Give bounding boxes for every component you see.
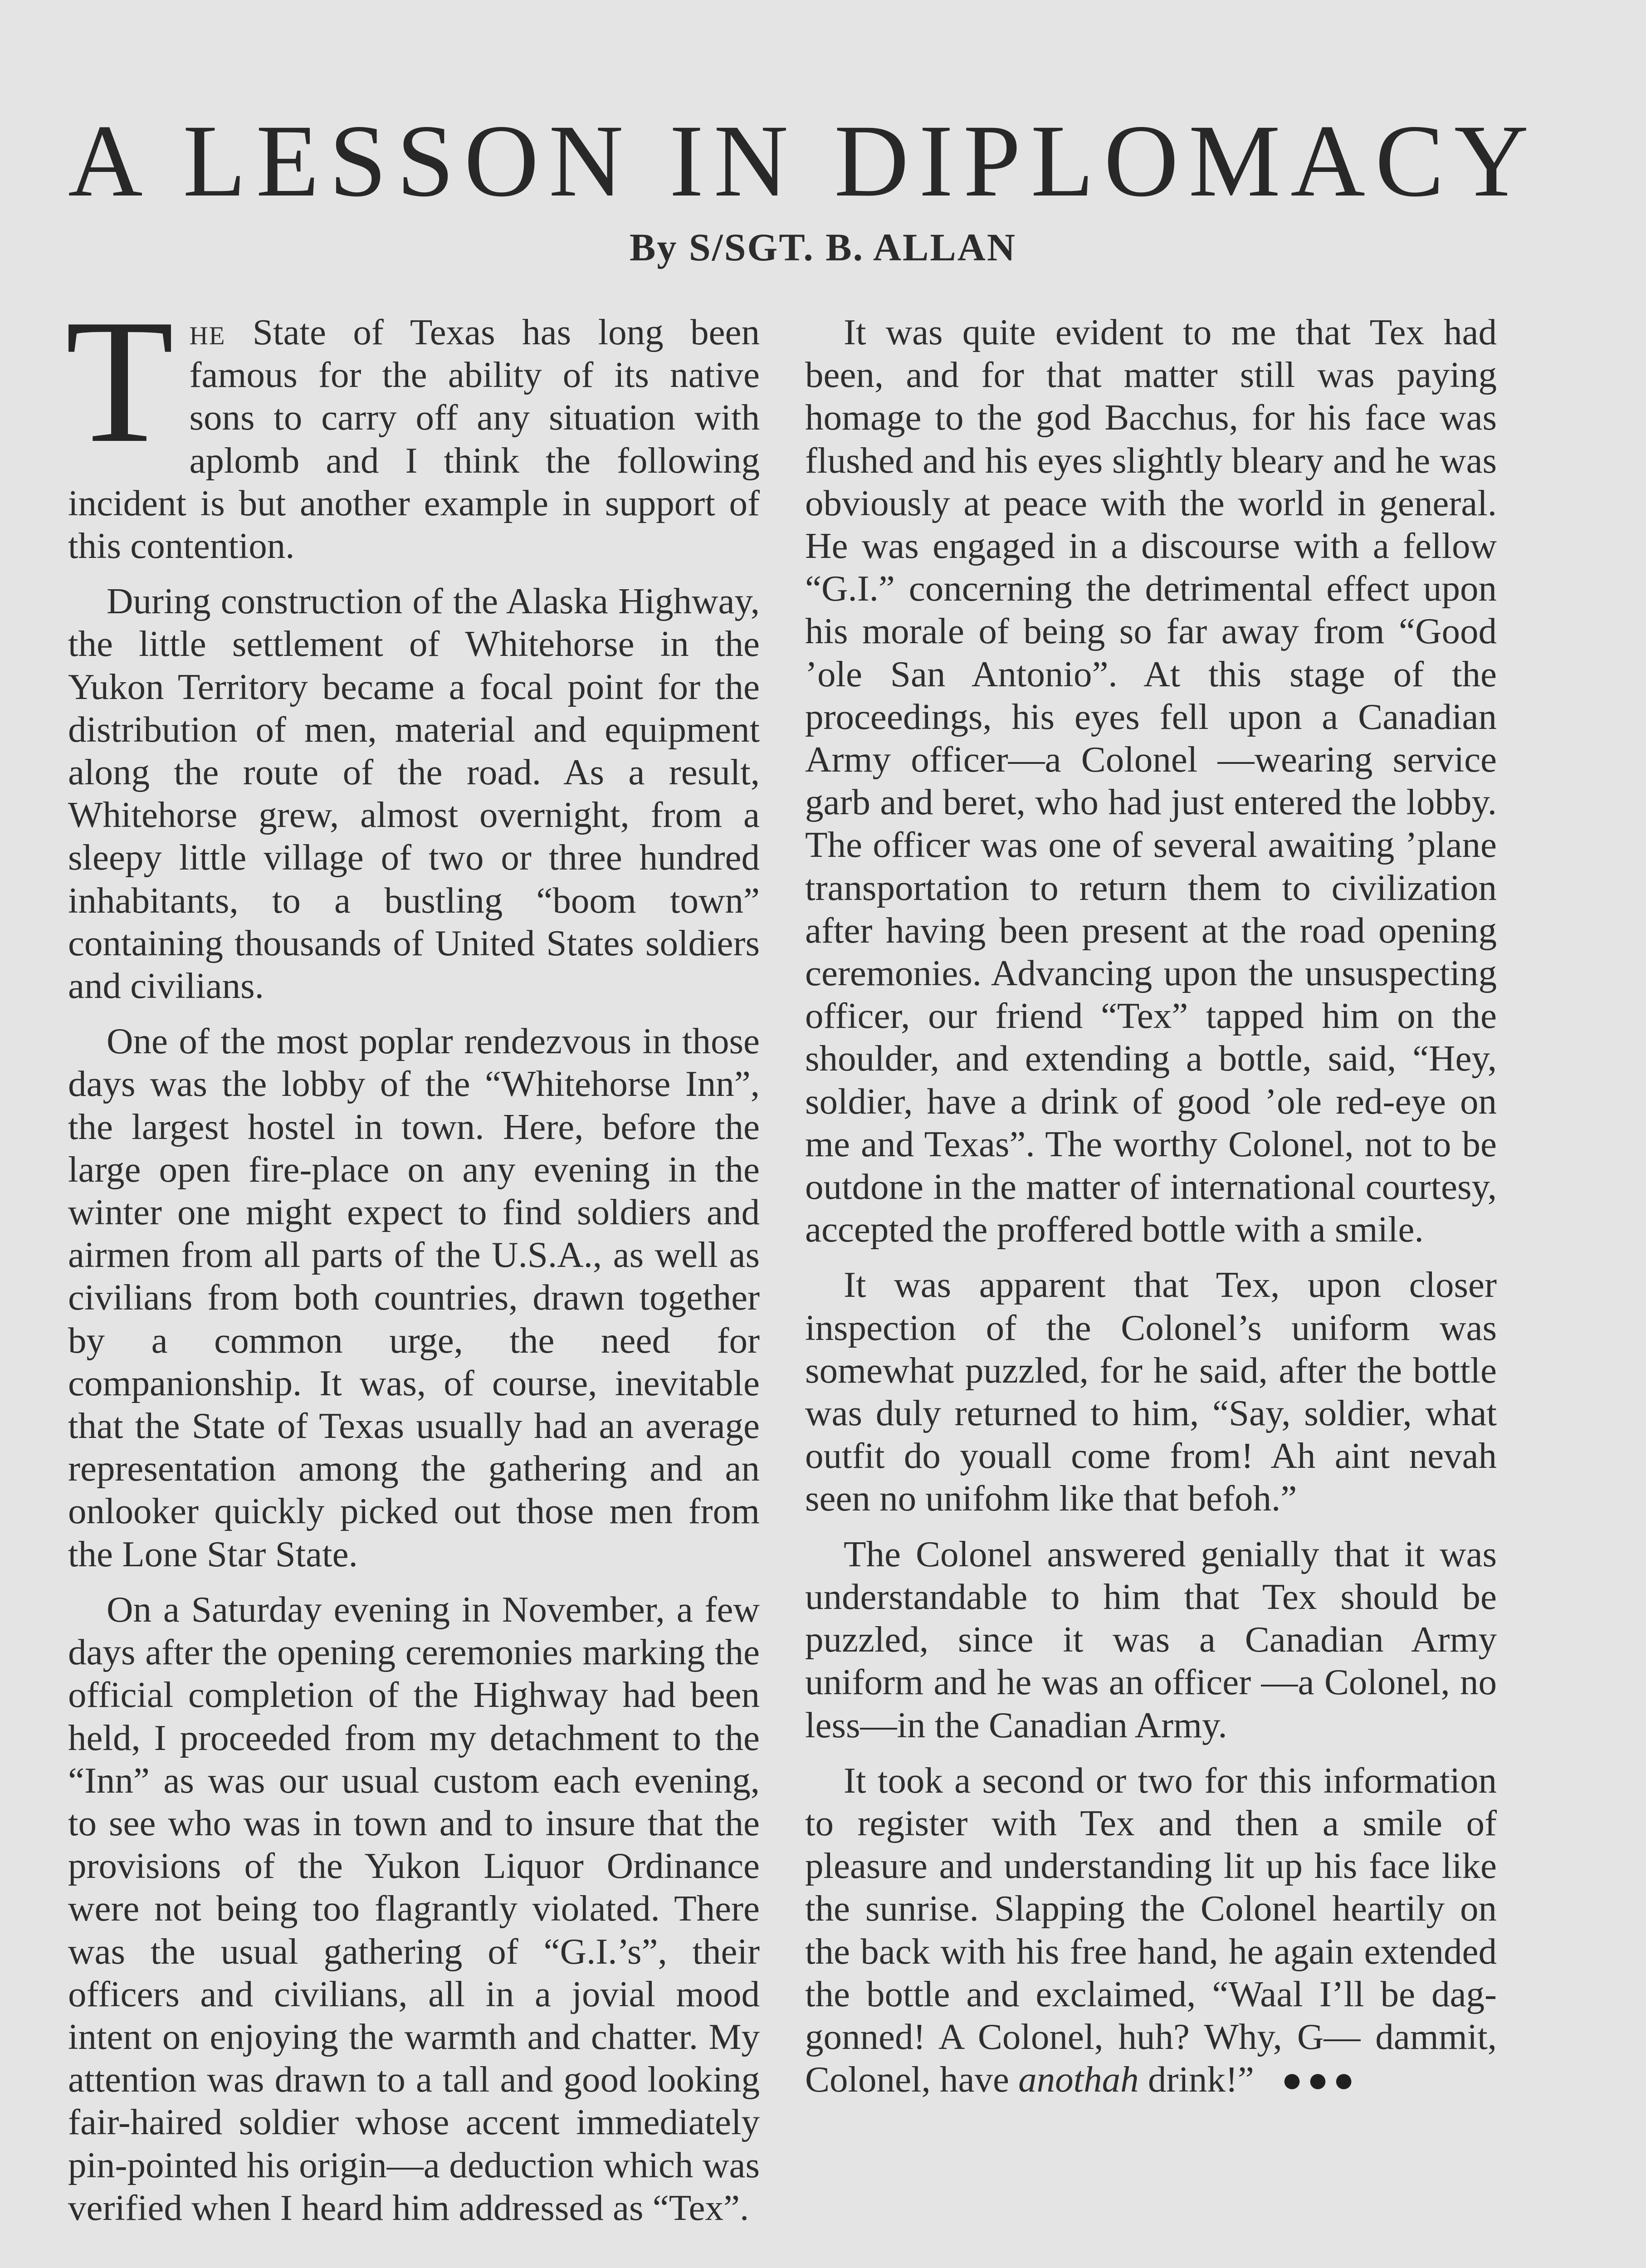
end-mark: ●●● [1281,2060,1359,2100]
right-paragraph-4-text: It took a second or two for this information to register with Tex and then a smile of pleasure and understanding lit up his face like the sunrise. Slapping the Colonel heartily on the back with his free hand, he again extended the bottle and exclaimed, “Waal I’ll be dag-gonned! A Colonel, huh? Why, G— dammit, Colonel, have [805,1760,1497,2100]
right-column [805,311,1497,2101]
left-paragraph-1 [65,283,760,567]
drop-cap: T [65,283,174,479]
italic-word: anothah [1018,2059,1139,2100]
article-byline: By S/SGT. B. ALLAN [630,225,1016,269]
lead-in-smallcaps: he [189,312,226,352]
left-paragraph-4: On a Saturday evening in November, a few days after the opening ceremonies marking the official completion of the Highway had been held, I proceeded from my detachment to the “Inn” as was our usual custom each evening, to see who was in town and to insure that the provisions of the Yukon Liquor Ordinance were not being too flagrantly violated. There was the usual gathering of “G.I.’s”, their officers and civilians, all in a jovial mood intent on enjoying the warmth and chatter. My attention was drawn to a tall and good looking fair-haired soldier whose accent immediately pin-pointed his origin—a deduction which was verified when I heard him addressed as “Tex”. [68,1589,760,2228]
left-paragraph-3: One of the most poplar rendezvous in those days was the lobby of the “Whitehorse Inn”, the largest hostel in town. Here, before the large open fire-place on any evening in the winter one might expect to find soldiers and airmen from all parts of the U.S.A., as well as civilians from both countries, drawn together by a common urge, the need for companionship. It was, of course, inevitable that the State of Texas usually had an average representation among the gathering and an onlooker quickly picked out those men from the Lone Star State. [68,1021,760,1574]
left-paragraph-1-text: State of Texas has long been famous for the ability of its native sons to carry off any situation with aplomb and I think the following incident is but another example in support of this contention. [68,312,760,567]
left-paragraph-2: During construction of the Alaska Highway, the little settlement of Whitehorse in the Yukon Territory became a focal point for the distribution of men, material and equipment along the route of the road. As a result, Whitehorse grew, almost overnight, from a sleepy little village of two or three hundred inhabitants, to a bustling “boom town” containing thousands of United States soldiers and civilians. [68,581,760,1007]
left-column [65,283,760,2229]
right-paragraph-4 [805,1759,1497,2102]
right-paragraph-2: It was apparent that Tex, upon closer inspection of the Colonel’s uniform was somewhat puzzled, for he said, after the bottle was duly returned to him, “Say, soldier, what outfit do youall come from! Ah aint nevah seen no unifohm like that befoh.” [805,1264,1497,1519]
right-paragraph-3: The Colonel answered genially that it was understandable to him that Tex should be puzzled, since it was a Canadian Army uniform and he was an officer —a Colonel, no less—in the Canadian Army. [805,1533,1497,1745]
right-paragraph-4-closing: drink!” [1138,2059,1254,2100]
article-title: A LESSON IN DIPLOMACY [68,104,1539,218]
right-paragraph-1: It was quite evident to me that Tex had been, and for that matter still was paying homage to the god Bacchus, for his face was flushed and his eyes slightly bleary and he was obviously at peace with the world in general. He was engaged in a discourse with a fellow “G.I.” concerning the detrimental effect upon his morale of being so far away from “Good ’ole San Antonio”. At this stage of the proceedings, his eyes fell upon a Canadian Army officer—a Colonel —wearing service garb and beret, who had just entered the lobby. The officer was one of several awaiting ’plane transportation to return them to civilization after having been present at the road opening ceremonies. Advancing upon the unsuspecting officer, our friend “Tex” tapped him on the shoulder, and extending a bottle, said, “Hey, soldier, have a drink of good ’ole red-eye on me and Texas”. The worthy Colonel, not to be outdone in the matter of international courtesy, accepted the proffered bottle with a smile. [805,312,1497,1250]
